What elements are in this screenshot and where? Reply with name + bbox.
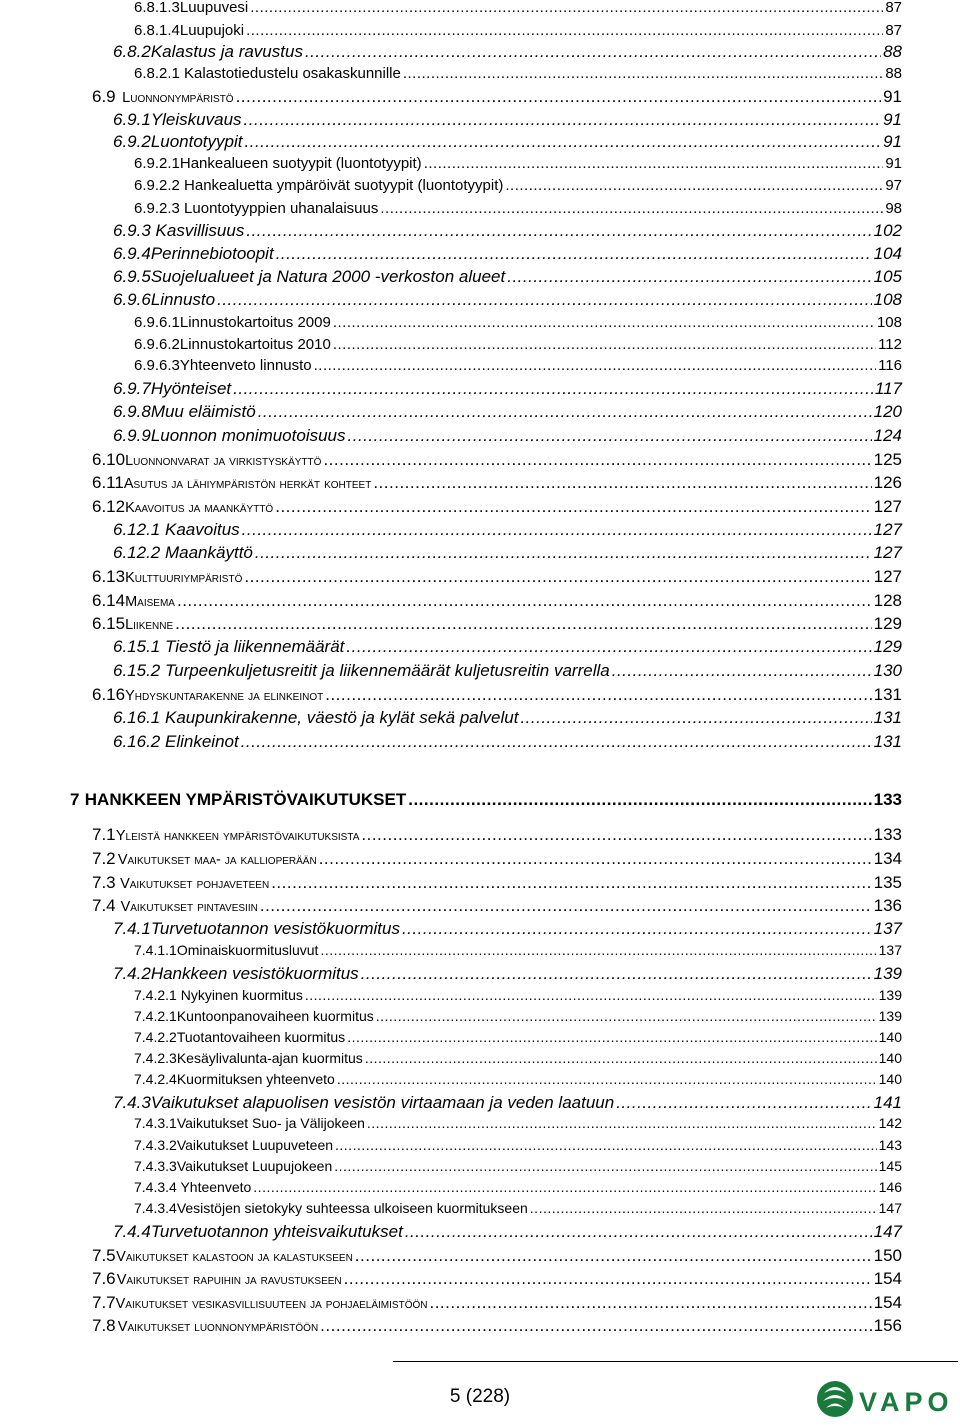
toc-entry[interactable] [134, 1030, 902, 1044]
toc-entry[interactable] [113, 245, 902, 262]
toc-entry-title: Luonnonvarat ja virkistyskäyttö [125, 453, 322, 469]
toc-entry-title: 6.9.2.2 Hankealuetta ympäröivät suotyypit (luontotyypit) [134, 177, 504, 194]
toc-entry-page: 91 [885, 155, 902, 172]
toc-entry-number: 7.4.3.4 [134, 1200, 177, 1216]
toc-entry-page: 127 [873, 567, 902, 586]
toc-leader-dots [253, 1180, 876, 1194]
toc-entry-page: 154 [873, 1269, 902, 1288]
toc-leader-dots [429, 1294, 871, 1311]
toc-entry[interactable] [134, 1116, 902, 1130]
toc-entry-title: Luontotyypit [150, 132, 243, 151]
toc-entry-title: Luupuvesi [179, 0, 249, 16]
toc-entry-title: 6.16.2 Elinkeinot [113, 732, 239, 751]
toc-entry-title: Asutus ja lähiympäristön herkät kohteet [123, 476, 372, 492]
toc-leader-dots [246, 222, 871, 239]
toc-entry-number: 6.9.6 [113, 290, 151, 309]
toc-entry[interactable] [113, 638, 902, 655]
toc-leader-dots [177, 592, 872, 609]
toc-entry-page: 87 [885, 22, 902, 39]
toc-entry-page: 129 [873, 614, 902, 633]
toc-entry-page: 102 [873, 221, 902, 240]
toc-entry[interactable] [92, 897, 902, 915]
toc-leader-dots [507, 268, 871, 285]
toc-entry-page: 156 [873, 1316, 902, 1335]
toc-entry-page: 142 [878, 1115, 902, 1131]
toc-entry[interactable] [134, 66, 902, 81]
toc-leader-dots [402, 920, 872, 937]
toc-entry-title: Vaikutukset pohjaveteen [120, 876, 270, 892]
toc-entry-number: 6.9.6.3 [134, 357, 180, 374]
toc-entry[interactable] [134, 358, 902, 373]
toc-entry[interactable] [134, 0, 902, 15]
toc-entry-page: 127 [873, 497, 902, 516]
toc-leader-dots [344, 1270, 872, 1287]
toc-entry-title: Suojelualueet ja Natura 2000 -verkoston alueet [150, 267, 506, 286]
toc-leader-dots [275, 498, 871, 515]
toc-entry[interactable] [134, 156, 902, 171]
toc-entry[interactable] [92, 686, 902, 704]
toc-entry-number: 7.4.2.2 [134, 1029, 177, 1045]
vapo-logo-icon [815, 1377, 960, 1421]
toc-entry-page: 105 [873, 267, 902, 286]
toc-leader-dots [244, 568, 871, 585]
toc-entry-number: 6.10 [92, 450, 126, 469]
toc-leader-dots [365, 1051, 877, 1065]
toc-leader-dots [334, 1159, 876, 1173]
toc-leader-dots [333, 337, 876, 352]
toc-entry[interactable] [113, 965, 902, 982]
toc-entry-number: 7.2 [92, 849, 116, 868]
toc-entry-title: Hankkeen vesistökuormitus [150, 964, 359, 983]
toc-leader-dots [276, 245, 872, 262]
toc-entry-page: 134 [873, 849, 902, 868]
toc-entry-title: Yhteenveto linnusto [179, 357, 312, 374]
toc-entry-title: Luonnon monimuotoisuus [150, 426, 346, 445]
toc-entry[interactable] [92, 498, 902, 516]
toc-entry-title: 6.12.2 Maankäyttö [113, 543, 253, 562]
toc-entry-page: 137 [873, 919, 902, 938]
toc-entry-number: 7.5 [92, 1246, 116, 1265]
toc-entry-number: 7.4.2.4 [134, 1071, 177, 1087]
toc-entry[interactable] [92, 592, 902, 610]
toc-leader-dots [612, 662, 872, 679]
toc-entry-title: Yhdyskuntarakenne ja elinkeinot [125, 688, 324, 704]
toc-entry-page: 140 [878, 1071, 902, 1087]
toc-entry-title: Luonnonympäristö [122, 90, 234, 106]
toc-leader-dots [405, 1223, 872, 1240]
toc-leader-dots [175, 615, 871, 632]
toc-leader-dots [361, 965, 872, 982]
toc-entry-page: 128 [873, 591, 902, 610]
toc-entry[interactable] [113, 291, 902, 308]
toc-leader-dots [337, 1072, 877, 1086]
toc-entry[interactable] [92, 1294, 902, 1312]
toc-entry[interactable] [113, 544, 902, 561]
toc-entry-number: 7.3 [92, 873, 116, 892]
toc-entry-page: 87 [885, 0, 902, 16]
toc-entry[interactable] [92, 1270, 902, 1288]
toc-entry[interactable] [113, 380, 902, 397]
toc-entry-page: 141 [873, 1093, 902, 1112]
toc-entry-page: 91 [883, 132, 902, 151]
toc-leader-dots [616, 1094, 871, 1111]
toc-entry-title: Vaikutukset maa- ja kallioperään [117, 852, 317, 868]
toc-entry-number: 6.14 [92, 591, 126, 610]
toc-entry-number: 7.1 [92, 825, 116, 844]
toc-entry-title: 6.16.1 Kaupunkirakenne, väestö ja kylät sekä palvelut [113, 708, 519, 727]
toc-entry-page: 97 [885, 177, 902, 194]
toc-leader-dots [217, 291, 872, 308]
toc-entry-title: Kaavoitus ja maankäyttö [125, 500, 274, 516]
toc-entry[interactable] [92, 88, 902, 106]
toc-leader-dots [335, 1138, 877, 1152]
toc-entry-title: Kulttuuriympäristö [125, 570, 243, 586]
toc-entry-page: 136 [873, 896, 902, 915]
toc-entry[interactable] [113, 427, 902, 444]
toc-leader-dots [258, 403, 872, 420]
toc-leader-dots [530, 1201, 877, 1215]
toc-leader-dots [246, 23, 883, 38]
toc-leader-dots [408, 791, 871, 808]
toc-entry[interactable] [92, 474, 902, 492]
toc-leader-dots [233, 380, 873, 397]
toc-entry-title: Turvetuotannon yhteisvaikutukset [150, 1222, 403, 1241]
toc-entry-page: 150 [873, 1246, 902, 1265]
toc-entry-title: Kuntoonpanovaiheen kuormitus [176, 1008, 374, 1024]
toc-entry-page: 91 [883, 110, 902, 129]
toc-entry-title: Turvetuotannon vesistökuormitus [150, 919, 400, 938]
toc-entry[interactable] [113, 222, 902, 239]
toc-entry[interactable] [92, 874, 902, 892]
toc-entry-page: 104 [873, 244, 902, 263]
toc-entry-title: Vaikutukset vesikasvillisuuteen ja pohjaeläimistöön [115, 1296, 428, 1312]
toc-entry-number: 7.4.3.3 [134, 1158, 177, 1174]
vapo-logo [815, 1377, 960, 1421]
toc-entry[interactable] [113, 133, 902, 150]
toc-entry[interactable] [134, 1201, 902, 1215]
toc-entry-number: 7.6 [92, 1269, 116, 1288]
toc-entry-number: 6.16 [92, 685, 126, 704]
toc-leader-dots [320, 943, 876, 957]
toc-leader-dots [305, 988, 877, 1002]
toc-entry-page: 124 [873, 426, 902, 445]
toc-entry[interactable] [134, 201, 902, 216]
toc-entry-number: 6.9.7 [113, 379, 151, 398]
toc-entry[interactable] [92, 1317, 902, 1335]
toc-entry[interactable] [113, 1223, 902, 1240]
toc-entry-title: Linnustokartoitus 2010 [179, 336, 331, 353]
toc-entry-title: Luupujoki [179, 22, 245, 39]
toc-entry-page: 147 [873, 1222, 902, 1241]
toc-leader-dots [242, 521, 872, 538]
toc-entry-title: Vaikutukset rapuihin ja ravustukseen [116, 1272, 342, 1288]
toc-entry-page: 154 [873, 1293, 902, 1312]
toc-entry[interactable] [113, 920, 902, 937]
toc-entry-number: 7.4.1 [113, 919, 151, 938]
toc-entry-title: Vaikutukset Luupuveteen [176, 1137, 334, 1153]
toc-entry-page: 129 [873, 637, 902, 656]
toc-entry-number: 6.13 [92, 567, 126, 586]
toc-entry-title: Linnustokartoitus 2009 [179, 314, 331, 331]
toc-leader-dots [373, 474, 871, 491]
toc-leader-dots [424, 156, 884, 171]
toc-entry-number: 6.9.4 [113, 244, 151, 263]
toc-entry[interactable] [134, 1072, 902, 1086]
toc-entry[interactable] [92, 451, 902, 469]
page-number: 5 (228) [449, 1386, 511, 1407]
toc-leader-dots [325, 686, 871, 703]
toc-entry-number: 7.4.3 [113, 1093, 151, 1112]
toc-entry[interactable] [92, 850, 902, 868]
toc-entry[interactable] [70, 791, 902, 808]
toc-entry-title: Hankealueen suotyypit (luontotyypit) [179, 155, 422, 172]
toc-entry-number: 6.9.8 [113, 402, 151, 421]
toc-entry-page: 120 [873, 402, 902, 421]
toc-leader-dots [367, 1116, 877, 1130]
toc-leader-dots [376, 1009, 877, 1023]
toc-entry[interactable] [134, 1051, 902, 1065]
toc-entry-title: Kuormituksen yhteenveto [176, 1071, 335, 1087]
toc-entry-number: 7.4.2.1 [134, 1008, 177, 1024]
toc-entry-title: Vaikutukset kalastoon ja kalastukseen [116, 1249, 353, 1265]
toc-entry-number: 6.9.9 [113, 426, 151, 445]
vapo-logo-text: VAPO [859, 1387, 954, 1417]
toc-leader-dots [505, 178, 883, 193]
toc-entry-number: 6.9.1 [113, 110, 151, 129]
toc-entry-number: 6.8.2 [113, 42, 151, 61]
toc-entry-title: Vaikutukset Luupujokeen [176, 1158, 333, 1174]
toc-entry-number: 6.9.6.1 [134, 314, 180, 331]
toc-leader-dots [255, 544, 872, 561]
toc-leader-dots [271, 874, 871, 891]
toc-entry-page: 88 [883, 42, 902, 61]
toc-leader-dots [244, 111, 882, 128]
toc-leader-dots [361, 826, 871, 843]
toc-entry[interactable] [113, 709, 902, 726]
toc-entry-page: 139 [873, 964, 902, 983]
toc-entry-title: Ominaiskuormitusluvut [176, 942, 319, 958]
toc-entry-page: 135 [873, 873, 902, 892]
toc-entry-page: 140 [878, 1029, 902, 1045]
toc-leader-dots [260, 897, 872, 914]
toc-leader-dots [319, 850, 872, 867]
toc-entry-number: 6.8.1.4 [134, 22, 180, 39]
toc-entry-number: 7.4.3.1 [134, 1115, 177, 1131]
toc-entry-number: 7.4.2 [113, 964, 151, 983]
toc-leader-dots [250, 0, 883, 15]
toc-leader-dots [333, 315, 875, 330]
toc-entry[interactable] [113, 1094, 902, 1111]
toc-leader-dots [305, 43, 881, 60]
toc-entry[interactable] [134, 178, 902, 193]
toc-entry-number: 6.9.2.1 [134, 155, 180, 172]
toc-entry-number: 7.4.3.2 [134, 1137, 177, 1153]
toc-entry-page: 131 [873, 708, 902, 727]
toc-entry-page: 131 [873, 732, 902, 751]
toc-entry-page: 117 [874, 379, 902, 398]
toc-entry-title: Tuotantovaiheen kuormitus [176, 1029, 346, 1045]
toc-entry[interactable] [113, 111, 902, 128]
toc-entry-title: Vaikutukset alapuolisen vesistön virtaamaan ja veden laatuun [150, 1093, 615, 1112]
toc-entry-page: 130 [873, 661, 902, 680]
toc-entry[interactable] [113, 268, 902, 285]
toc-entry[interactable] [113, 733, 902, 750]
toc-entry-title: Hyönteiset [150, 379, 232, 398]
toc-entry-title: HANKKEEN YMPÄRISTÖVAIKUTUKSET [84, 790, 407, 809]
toc-entry-number: 7.4.2.3 [134, 1050, 177, 1066]
toc-entry-page: 140 [878, 1050, 902, 1066]
toc-leader-dots [314, 358, 876, 373]
toc-entry-title: Yleiskuvaus [150, 110, 242, 129]
toc-entry-title: 6.12.1 Kaavoitus [113, 520, 240, 539]
toc-entry-title: 6.15.2 Turpeenkuljetusreitit ja liikennemäärät kuljetusreitin varrella [113, 661, 610, 680]
toc-entry-page: 139 [878, 1008, 902, 1024]
toc-entry-number: 6.9.2 [113, 132, 151, 151]
toc-leader-dots [380, 201, 883, 216]
toc-entry-number: 6.8.1.3 [134, 0, 180, 16]
toc-entry[interactable] [113, 43, 902, 60]
toc-entry-title: 6.15.1 Tiestö ja liikennemäärät [113, 637, 345, 656]
toc-entry-number: 6.15 [92, 614, 126, 633]
toc-entry-title: Vesistöjen sietokyky suhteessa ulkoiseen kuormitukseen [176, 1200, 528, 1216]
toc-entry-title: Muu eläimistö [150, 402, 256, 421]
toc-entry-number: 6.11 [92, 473, 124, 492]
toc-entry-number: 7.4.1.1 [134, 942, 177, 958]
toc-entry[interactable] [113, 662, 902, 679]
toc-entry-number: 7.4 [92, 896, 116, 915]
toc-entry-title: Kalastus ja ravustus [150, 42, 303, 61]
toc-entry[interactable] [134, 1138, 902, 1152]
toc-entry-number: 7.8 [92, 1316, 116, 1335]
toc-entry[interactable] [134, 1009, 902, 1023]
toc-entry-title: Perinnebiotoopit [150, 244, 274, 263]
toc-entry-title: Yleistä hankkeen ympäristövaikutuksista [115, 828, 360, 844]
toc-entry[interactable] [92, 568, 902, 586]
toc-leader-dots [323, 451, 871, 468]
toc-entry-page: 133 [873, 825, 902, 844]
toc-entry[interactable] [134, 23, 902, 38]
toc-entry-page: 145 [878, 1158, 902, 1174]
toc-entry[interactable] [134, 1180, 902, 1194]
toc-entry-title: Liikenne [125, 617, 174, 633]
toc-entry[interactable] [92, 615, 902, 633]
toc-entry-title: 7.4.2.1 Nykyinen kuormitus [134, 987, 303, 1003]
toc-entry-page: 146 [878, 1179, 902, 1195]
toc-entry[interactable] [113, 521, 902, 538]
toc-leader-dots [347, 1030, 876, 1044]
toc-entry-title: Vaikutukset luonnonympäristöön [117, 1319, 319, 1335]
toc-entry-number: 7.4.4 [113, 1222, 151, 1241]
toc-entry-number: 7.7 [92, 1293, 116, 1312]
toc-entry-page: 112 [878, 336, 902, 353]
toc-entry-page: 108 [873, 290, 902, 309]
toc-leader-dots [241, 733, 872, 750]
toc-entry-page: 127 [873, 543, 902, 562]
toc-entry-page: 108 [876, 314, 902, 331]
toc-entry-page: 127 [873, 520, 902, 539]
toc-entry[interactable] [113, 403, 902, 420]
toc-entry[interactable] [134, 337, 902, 352]
toc-entry-title: Vaikutukset Suo- ja Välijokeen [176, 1115, 365, 1131]
toc-entry-page: 126 [873, 473, 902, 492]
toc-entry-page: 133 [873, 790, 902, 809]
toc-leader-dots [403, 66, 883, 81]
toc-entry-title: 7.4.3.4 Yhteenveto [134, 1179, 252, 1195]
toc-entry-title: Maisema [125, 594, 175, 610]
toc-entry-title: 6.9.2.3 Luontotyyppien uhanalaisuus [134, 200, 379, 217]
toc-entry[interactable] [92, 1247, 902, 1265]
toc-entry-page: 91 [883, 87, 902, 106]
toc-entry-page: 88 [885, 65, 902, 82]
toc-entry[interactable] [134, 988, 902, 1002]
toc-entry-title: 6.8.2.1 Kalastotiedustelu osakaskunnille [134, 65, 401, 82]
toc-entry[interactable] [134, 315, 902, 330]
toc-entry-title: Vaikutukset pintavesiin [120, 899, 258, 915]
toc-entry-title: Linnusto [150, 290, 216, 309]
toc-entry[interactable] [134, 1159, 902, 1173]
toc-leader-dots [320, 1317, 871, 1334]
toc-leader-dots [355, 1247, 872, 1264]
toc-entry-page: 147 [878, 1200, 902, 1216]
toc-entry-page: 131 [873, 685, 902, 704]
toc-entry-number: 6.12 [92, 497, 126, 516]
toc-leader-dots [346, 638, 871, 655]
toc-entry-title: 6.9.3 Kasvillisuus [113, 221, 245, 240]
toc-entry-page: 139 [878, 987, 902, 1003]
toc-entry-page: 143 [878, 1137, 902, 1153]
toc-leader-dots [348, 427, 872, 444]
footer-divider [393, 1361, 958, 1362]
toc-leader-dots [236, 88, 882, 105]
toc-entry-number: 6.9.5 [113, 267, 151, 286]
toc-entry-title: Kesäylivalunta-ajan kuormitus [176, 1050, 363, 1066]
toc-entry-number: 7 [70, 790, 80, 809]
toc-leader-dots [520, 709, 871, 726]
toc-leader-dots [245, 133, 882, 150]
toc-entry-page: 116 [878, 357, 902, 374]
toc-entry-number: 6.9 [92, 87, 116, 106]
toc-entry[interactable] [134, 943, 902, 957]
toc-entry-page: 125 [873, 450, 902, 469]
toc-entry-page: 137 [878, 942, 902, 958]
toc-entry-page: 98 [885, 200, 902, 217]
toc-entry[interactable] [92, 826, 902, 844]
toc-entry-number: 6.9.6.2 [134, 336, 180, 353]
